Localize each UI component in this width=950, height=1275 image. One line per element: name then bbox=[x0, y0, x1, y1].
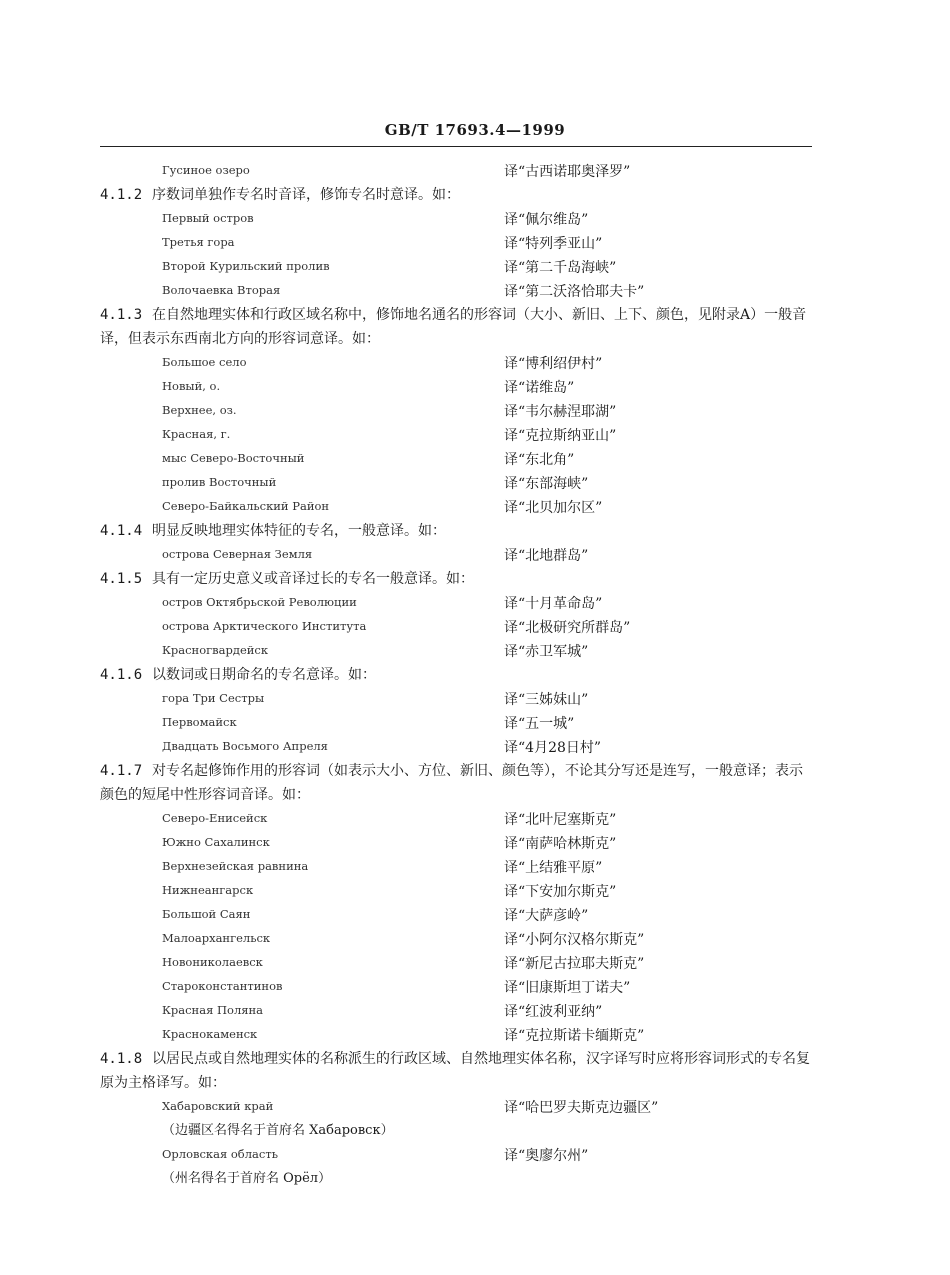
russian-name: мыс Северо-Восточный bbox=[162, 451, 305, 465]
chinese-translation: 译“诺维岛” bbox=[504, 380, 575, 396]
example-row bbox=[100, 207, 812, 231]
example-row bbox=[100, 879, 812, 903]
example-row bbox=[100, 423, 812, 447]
section-number: 4.1.7 bbox=[100, 763, 143, 779]
russian-name: Красная, г. bbox=[162, 427, 231, 441]
chinese-translation: 译“上结雅平原” bbox=[504, 860, 603, 876]
chinese-translation: 译“韦尔赫涅耶湖” bbox=[504, 404, 617, 420]
chinese-translation: 译“红波利亚纳” bbox=[504, 1004, 603, 1020]
example-row bbox=[100, 351, 812, 375]
section-paragraph bbox=[100, 1047, 812, 1095]
example-row bbox=[100, 711, 812, 735]
russian-name: Большой Саян bbox=[162, 907, 251, 921]
example-row bbox=[100, 159, 812, 183]
section-number: 4.1.5 bbox=[100, 571, 143, 587]
russian-name: Красная Поляна bbox=[162, 1003, 264, 1017]
example-row bbox=[100, 1143, 812, 1167]
russian-name: Северо-Байкальский Район bbox=[162, 499, 330, 513]
section-number: 4.1.6 bbox=[100, 667, 143, 683]
russian-name: Орловская область bbox=[162, 1147, 278, 1161]
example-row bbox=[100, 543, 812, 567]
chinese-translation: 译“第二沃洛恰耶夫卡” bbox=[504, 284, 645, 300]
russian-name: Гусиное озеро bbox=[162, 163, 250, 177]
section-text: 明显反映地理实体特征的专名，一般意译。如： bbox=[152, 523, 446, 539]
section-number: 4.1.2 bbox=[100, 187, 143, 203]
russian-name: Малоархангельск bbox=[162, 931, 271, 945]
chinese-translation: 译“古西诺耶奥泽罗” bbox=[504, 164, 631, 180]
russian-name: Первый остров bbox=[162, 211, 254, 225]
section-number: 4.1.3 bbox=[100, 307, 143, 323]
section-text: 具有一定历史意义或音译过长的专名一般意译。如： bbox=[152, 571, 474, 587]
section-number: 4.1.4 bbox=[100, 523, 143, 539]
section-paragraph bbox=[100, 567, 812, 591]
chinese-translation: 译“东北角” bbox=[504, 452, 575, 468]
russian-name: Второй Курильский пролив bbox=[162, 259, 330, 273]
example-row bbox=[100, 495, 812, 519]
example-row bbox=[100, 447, 812, 471]
chinese-translation: 译“佩尔维岛” bbox=[504, 212, 589, 228]
chinese-translation: 译“克拉斯诺卡缅斯克” bbox=[504, 1028, 645, 1044]
section-text: 在自然地理实体和行政区域名称中，修饰地名通名的形容词（大小、新旧、上下、颜色，见附录A）一般音译，但表示东西南北方向的形容词意译。如： bbox=[100, 307, 807, 347]
example-row bbox=[100, 687, 812, 711]
chinese-translation: 译“大萨彦岭” bbox=[504, 908, 589, 924]
section-paragraph bbox=[100, 759, 812, 807]
note-line: （边疆区名得名于首府名 Хабаровск） bbox=[162, 1123, 394, 1138]
page-header: GB/T 17693.4—1999 bbox=[384, 121, 566, 139]
chinese-translation: 译“新尼古拉耶夫斯克” bbox=[504, 956, 645, 972]
russian-name: Первомайск bbox=[162, 715, 237, 729]
russian-name: Южно Сахалинск bbox=[162, 835, 270, 849]
chinese-translation: 译“北地群岛” bbox=[504, 548, 589, 564]
chinese-translation: 译“博利绍伊村” bbox=[504, 356, 603, 372]
example-row bbox=[100, 735, 812, 759]
section-paragraph bbox=[100, 183, 812, 207]
example-row bbox=[100, 591, 812, 615]
document-body bbox=[100, 159, 812, 1191]
russian-name: острова Арктического Института bbox=[162, 619, 367, 633]
russian-name: гора Три Сестры bbox=[162, 691, 265, 705]
example-row bbox=[100, 999, 812, 1023]
russian-name: Верхнезейская равнина bbox=[162, 859, 309, 873]
chinese-translation: 译“南萨哈林斯克” bbox=[504, 836, 617, 852]
chinese-translation: 译“奥廖尔州” bbox=[504, 1148, 589, 1164]
section-paragraph bbox=[100, 303, 812, 351]
russian-name: пролив Восточный bbox=[162, 475, 277, 489]
chinese-translation: 译“东部海峡” bbox=[504, 476, 589, 492]
header-rule bbox=[100, 146, 812, 147]
section-text: 对专名起修饰作用的形容词（如表示大小、方位、新旧、颜色等），不论其分写还是连写，一般意译；表示颜色的短尾中性形容词音译。如： bbox=[100, 763, 803, 803]
example-row bbox=[100, 831, 812, 855]
russian-name: Новый, о. bbox=[162, 379, 221, 393]
russian-name: Третья гора bbox=[162, 235, 235, 249]
section-paragraph bbox=[100, 663, 812, 687]
russian-name: Староконстантинов bbox=[162, 979, 283, 993]
russian-name: Двадцать Восьмого Апреля bbox=[162, 739, 328, 753]
example-row bbox=[100, 375, 812, 399]
russian-name: Северо-Енисейск bbox=[162, 811, 268, 825]
russian-name: острова Северная Земля bbox=[162, 547, 313, 561]
section-text: 序数词单独作专名时音译，修饰专名时意译。如： bbox=[152, 187, 460, 203]
chinese-translation: 译“旧康斯坦丁诺夫” bbox=[504, 980, 631, 996]
example-row bbox=[100, 807, 812, 831]
chinese-translation: 译“北叶尼塞斯克” bbox=[504, 812, 617, 828]
chinese-translation: 译“十月革命岛” bbox=[504, 596, 603, 612]
russian-name: Новониколаевск bbox=[162, 955, 263, 969]
chinese-translation: 译“北极研究所群岛” bbox=[504, 620, 631, 636]
note-line: （州名得名于首府名 Орёл） bbox=[162, 1171, 332, 1186]
chinese-translation: 译“特列季亚山” bbox=[504, 236, 603, 252]
section-number: 4.1.8 bbox=[100, 1051, 143, 1067]
section-paragraph bbox=[100, 519, 812, 543]
example-row bbox=[100, 951, 812, 975]
section-text: 以居民点或自然地理实体的名称派生的行政区域、自然地理实体名称，汉字译写时应将形容词形式的专名复原为主格译写。如： bbox=[100, 1051, 810, 1091]
chinese-translation: 译“哈巴罗夫斯克边疆区” bbox=[504, 1100, 659, 1116]
russian-name: Хабаровский край bbox=[162, 1099, 274, 1113]
chinese-translation: 译“第二千岛海峡” bbox=[504, 260, 617, 276]
chinese-translation: 译“小阿尔汉格尔斯克” bbox=[504, 932, 645, 948]
example-row bbox=[100, 255, 812, 279]
example-row bbox=[100, 927, 812, 951]
example-row bbox=[100, 399, 812, 423]
chinese-translation: 译“克拉斯纳亚山” bbox=[504, 428, 617, 444]
chinese-translation: 译“赤卫军城” bbox=[504, 644, 589, 660]
russian-name: Волочаевка Вторая bbox=[162, 283, 281, 297]
section-text: 以数词或日期命名的专名意译。如： bbox=[152, 667, 376, 683]
russian-name: остров Октябрьской Революции bbox=[162, 595, 357, 609]
example-row bbox=[100, 975, 812, 999]
example-row bbox=[100, 471, 812, 495]
russian-name: Красногвардейск bbox=[162, 643, 269, 657]
example-row bbox=[100, 231, 812, 255]
example-row bbox=[100, 615, 812, 639]
chinese-translation: 译“北贝加尔区” bbox=[504, 500, 603, 516]
russian-name: Нижнеангарск bbox=[162, 883, 254, 897]
russian-name: Краснокаменск bbox=[162, 1027, 258, 1041]
chinese-translation: 译“下安加尔斯克” bbox=[504, 884, 617, 900]
example-row bbox=[100, 903, 812, 927]
chinese-translation: 译“三姊妹山” bbox=[504, 692, 589, 708]
chinese-translation: 译“4月28日村” bbox=[504, 740, 602, 756]
example-row bbox=[100, 639, 812, 663]
example-row bbox=[100, 1023, 812, 1047]
chinese-translation: 译“五一城” bbox=[504, 716, 575, 732]
russian-name: Верхнее, оз. bbox=[162, 403, 237, 417]
example-row bbox=[100, 855, 812, 879]
example-row bbox=[100, 279, 812, 303]
example-row bbox=[100, 1095, 812, 1119]
russian-name: Большое село bbox=[162, 355, 247, 369]
